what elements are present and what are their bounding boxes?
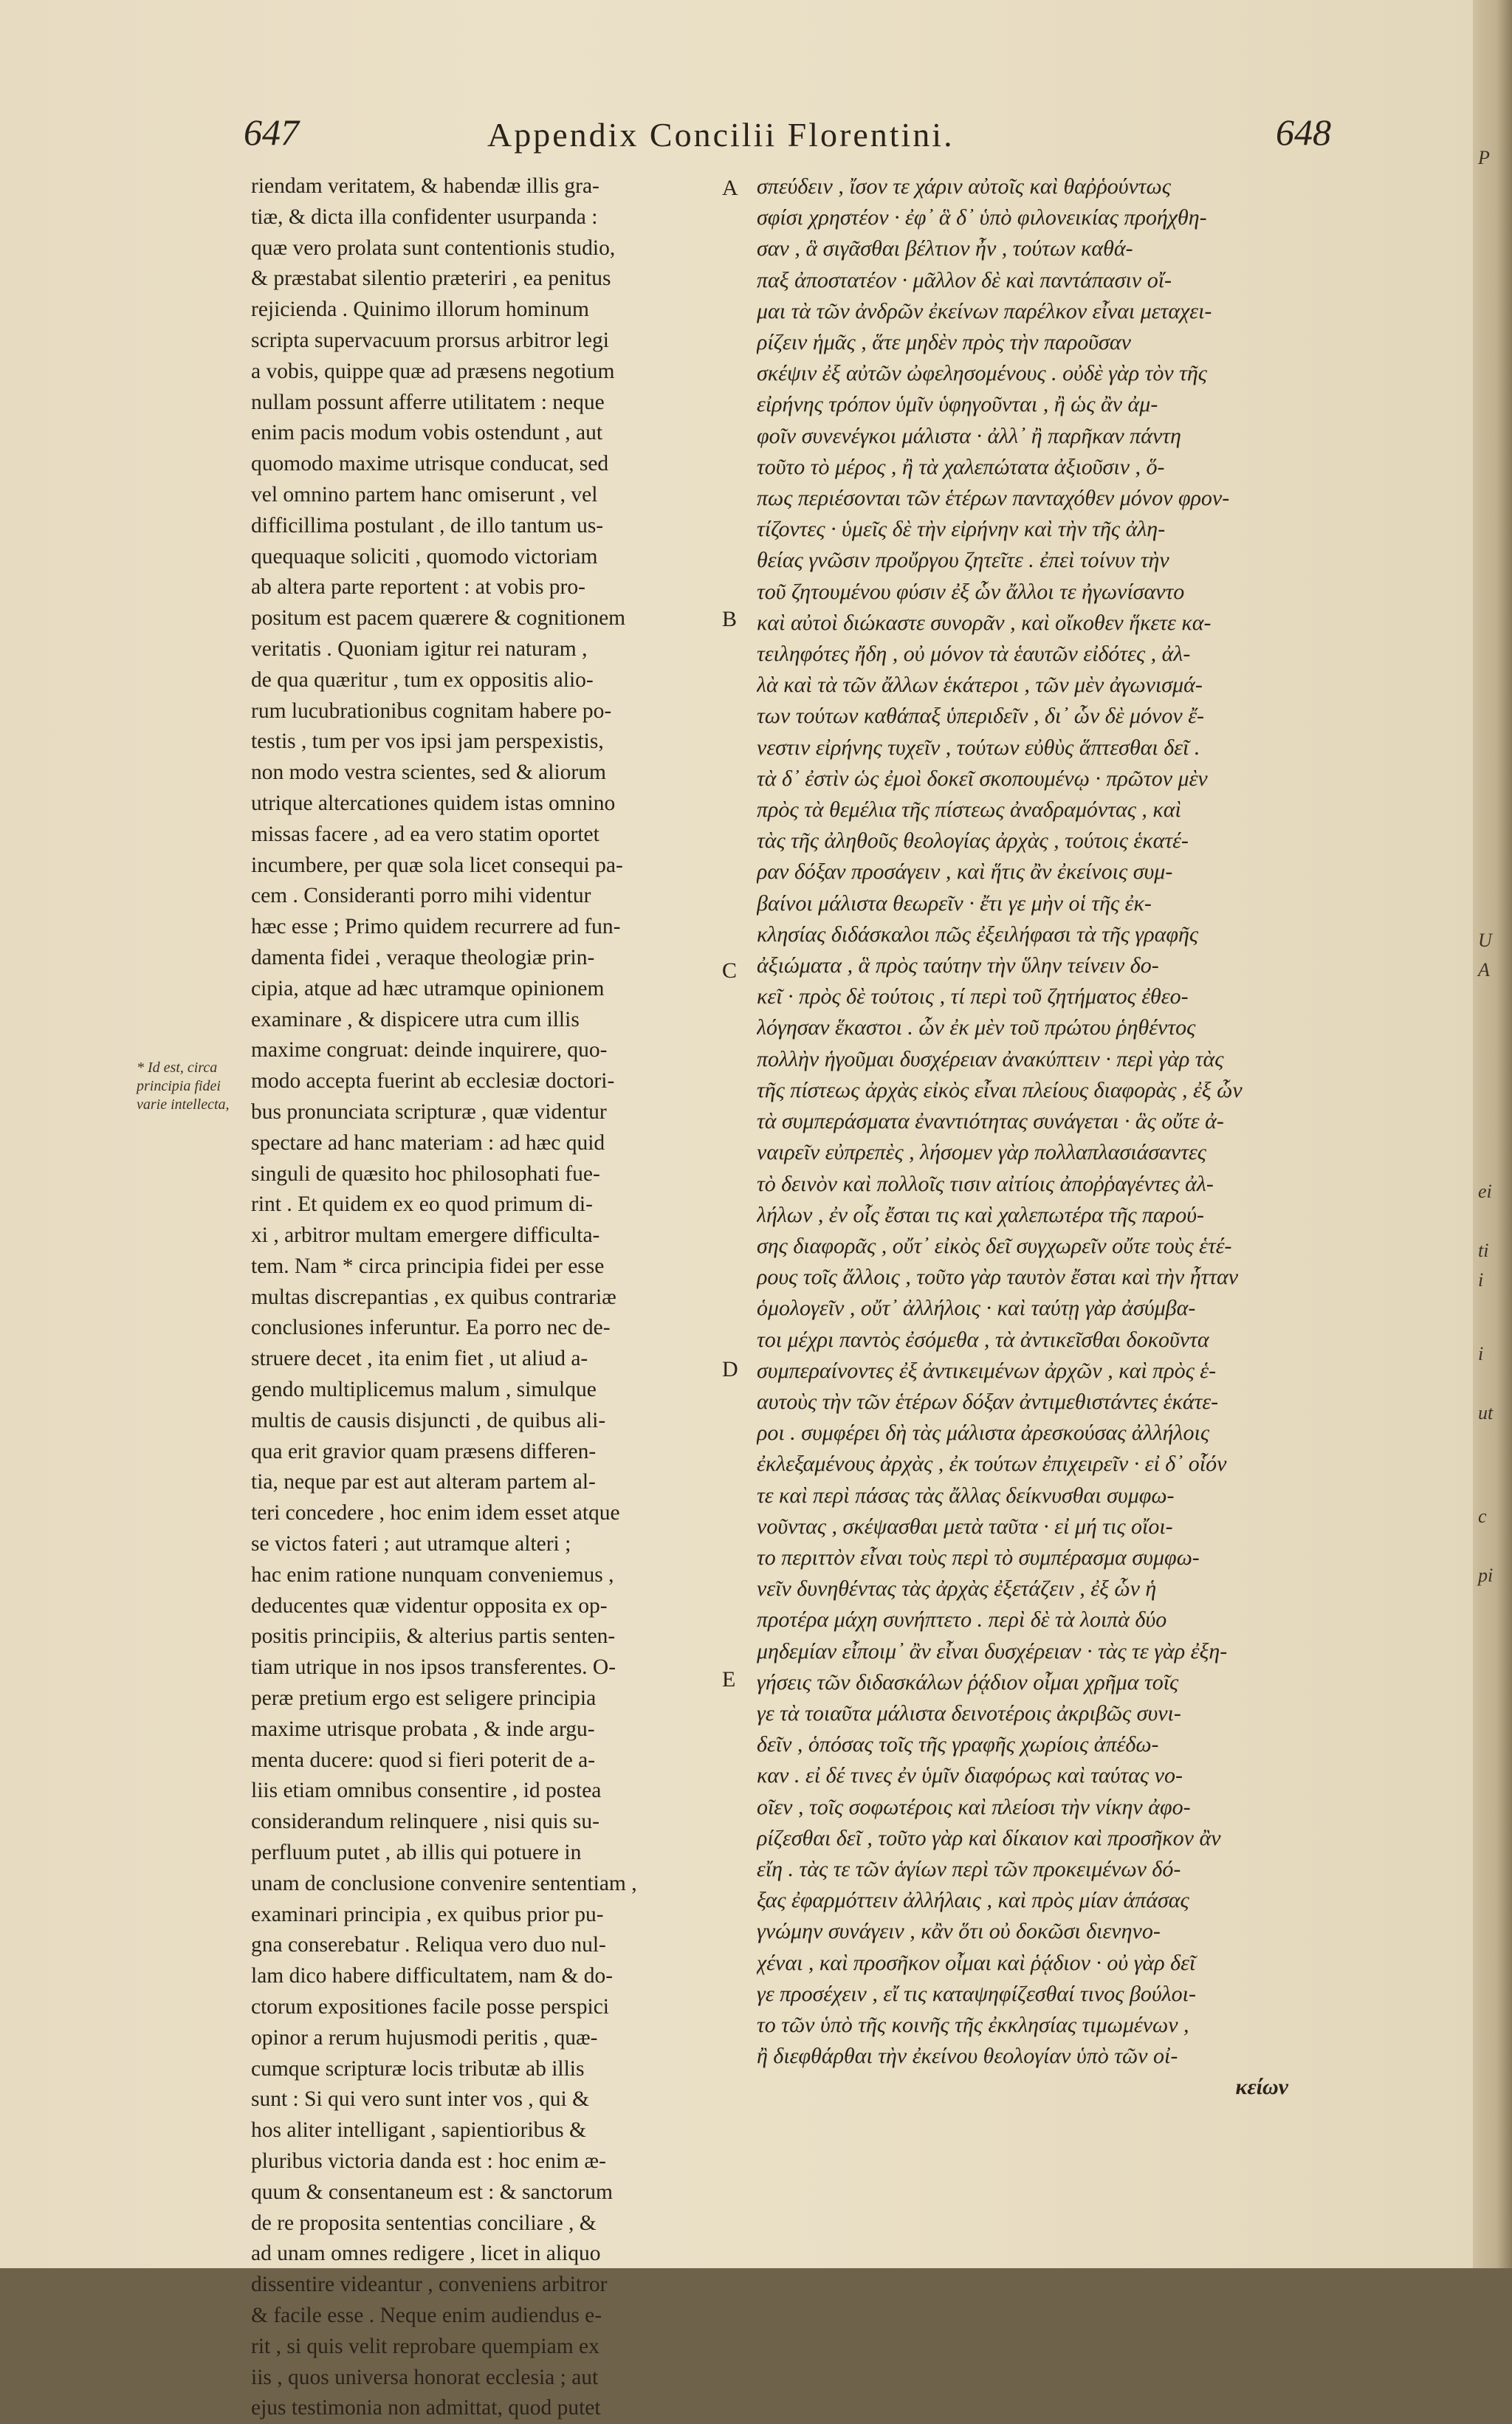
latin-line: struere decet , ita enim fiet , ut aliud a-	[251, 1347, 588, 1371]
edge-letter: A	[1478, 959, 1490, 981]
latin-line: tem. Nam * circa principia fidei per esse	[251, 1254, 605, 1278]
latin-line: quæ vero prolata sunt contentionis studio,	[251, 236, 616, 260]
edge-letter: P	[1478, 147, 1490, 168]
greek-line: σης διαφορᾶς , οὔτ᾽ εἰκὸς δεῖ συγχωρεῖν οὔτε τοὺς ἑτέ-	[757, 1233, 1232, 1258]
latin-line: rit , si quis velit reprobare quempiam ex	[251, 2334, 599, 2358]
latin-line: rejicienda . Quinimo illorum hominum	[251, 298, 589, 322]
latin-line: incumbere, per quæ sola licet consequi pa-	[251, 853, 623, 877]
latin-line: multas discrepantias , ex quibus contrariæ	[251, 1285, 616, 1309]
greek-line: τοῦ ζητουμένου φύσιν ἐξ ὧν ἄλλοι τε ἠγωνίσαντο	[757, 579, 1185, 604]
latin-line: liis etiam omnibus consentire , id postea	[251, 1779, 602, 1803]
latin-line: hæc esse ; Primo quidem recurrere ad fun-	[251, 915, 621, 939]
latin-line: singuli de quæsito hoc philosophati fue-	[251, 1161, 600, 1186]
greek-line: γε τὰ τοιαῦτα μάλιστα δεινοτέροις ἀκριβῶς συνι-	[757, 1700, 1181, 1726]
latin-line: positis principiis, & alterius partis senten-	[251, 1624, 616, 1649]
section-letter-e: E	[722, 1667, 736, 1692]
latin-line: lam dico habere difficultatem, nam & do-	[251, 1964, 614, 1988]
greek-line: καν . εἰ δέ τινες ἐν ὑμῖν διαφόρως καὶ ταύτας νο-	[757, 1763, 1183, 1788]
greek-line: ρους τοῖς ἄλλοις , τοῦτο γὰρ ταυτὸν ἔσται καὶ τὴν ἧτταν	[757, 1265, 1239, 1290]
greek-line: καὶ αὐτοὶ διώκαστε συνορᾶν , καὶ οἴκοθεν ἥκετε κα-	[757, 610, 1212, 635]
greek-line: τοῦτο τὸ μέρος , ἢ τὰ χαλεπώτατα ἀξιοῦσιν , ὅ-	[757, 454, 1165, 479]
latin-line: utrique altercationes quidem istas omnino	[251, 791, 616, 815]
greek-line: νεῖν δυνηθέντας τὰς ἀρχὰς ἐξετάζειν , ἐξ ὧν ἡ	[757, 1576, 1157, 1601]
greek-line: λὰ καὶ τὰ τῶν ἄλλων ἑκάτεροι , τῶν μὲν ἀγωνισμά-	[757, 673, 1203, 698]
greek-line: βαίνοι μάλιστα θεωρεῖν · ἔτι γε μὴν οἱ τῆς ἐκ-	[757, 890, 1152, 916]
greek-line: ναιρεῖν εὐπρεπὲς , λήσομεν γὰρ πολλαπλασιάσαντες	[757, 1140, 1206, 1165]
greek-line: νοῦντας , σκέψασθαι μετὰ ταῦτα · εἰ μή τις οἴοι-	[757, 1514, 1173, 1539]
greek-line: αυτοὺς τὴν τῶν ἑτέρων δόξαν ἀντιμεθιστάντες ἑκάτε-	[757, 1389, 1219, 1414]
latin-line: maxime utrisque probata , & inde argu-	[251, 1717, 595, 1741]
latin-line: tiæ, & dicta illa confidenter usurpanda :	[251, 205, 598, 229]
edge-letter: i	[1478, 1269, 1484, 1291]
greek-line: ἀξιώματα , ἃ πρὸς ταύτην τὴν ὕλην τείνειν δο-	[757, 953, 1159, 978]
latin-line: gna conserebatur . Reliqua vero duo nul-	[251, 1933, 606, 1957]
latin-line: hac enim ratione nunquam conveniemus ,	[251, 1562, 614, 1587]
greek-line: σκέψιν ἐξ αὐτῶν ὠφελησομένους . οὐδὲ γὰρ τὸν τῆς	[757, 361, 1207, 386]
greek-line: νεστιν εἰρήνης τυχεῖν , τούτων εὐθὺς ἅπτεσθαι δεῖ .	[757, 735, 1200, 760]
edge-letter: ut	[1478, 1402, 1494, 1424]
greek-line: μηδεμίαν εἶποιμ᾽ ἂν εἶναι δυσχέρειαν · τὰς τε γὰρ ἐξη-	[757, 1638, 1228, 1664]
left-page-number: 647	[244, 111, 299, 153]
greek-line: ραν δόξαν προσάγειν , καὶ ἥτις ἂν ἐκείνοις συμ-	[757, 859, 1173, 885]
latin-line: spectare ad hanc materiam : ad hæc quid	[251, 1130, 605, 1155]
edge-letter: ti	[1478, 1240, 1489, 1261]
latin-line: menta ducere: quod si fieri poterit de a-	[251, 1748, 596, 1772]
latin-line: qua erit gravior quam præsens differen-	[251, 1439, 597, 1463]
latin-line: damenta fidei , veraque theologiæ prin-	[251, 945, 595, 969]
greek-line: σπεύδειν , ἴσον τε χάριν αὐτοῖς καὶ θαῤῥούντως	[757, 174, 1171, 199]
greek-line: ρίζειν ἡμᾶς , ἅτε μηδὲν πρὸς τὴν παροῦσαν	[757, 330, 1131, 355]
latin-line: enim pacis modum vobis ostendunt , aut	[251, 421, 603, 445]
greek-line: συμπεραίνοντες ἐξ ἀντικειμένων ἀρχῶν , καὶ πρὸς ἑ-	[757, 1358, 1217, 1383]
section-letter-c: C	[722, 958, 738, 983]
latin-line: teri concedere , hoc enim idem esset atque	[251, 1501, 620, 1525]
latin-line: iis , quos universa honorat ecclesia ; aut	[251, 2365, 599, 2389]
latin-line: xi , arbitror multam emergere difficulta-	[251, 1223, 600, 1248]
greek-line: πολλὴν ἡγοῦμαι δυσχέρειαν ἀνακύπτειν · περὶ γὰρ τὰς	[757, 1046, 1224, 1071]
greek-line: των τούτων καθάπαξ ὑπεριδεῖν , δι᾽ ὧν δὲ μόνον ἔ-	[757, 704, 1205, 729]
latin-line: opinor a rerum hujusmodi peritis , quæ-	[251, 2025, 598, 2050]
greek-line: εἰρήνης τρόπον ὑμῖν ὑφηγοῦνται , ἢ ὡς ἂν ἀμ-	[757, 392, 1158, 417]
greek-line: το περιττὸν εἶναι τοὺς περὶ τὸ συμπέρασμα συμφω-	[757, 1545, 1200, 1570]
latin-line: bus pronunciata scripturæ , quæ videntur	[251, 1099, 607, 1124]
latin-line: quomodo maxime utrisque conducat, sed	[251, 452, 609, 476]
greek-line: ὁμολογεῖν , οὔτ᾽ ἀλλήλοις · καὶ ταύτῃ γὰρ ἀσύμβα-	[757, 1296, 1196, 1321]
edge-letter: i	[1478, 1343, 1484, 1364]
latin-line: tia, neque par est aut alteram partem al-	[251, 1470, 596, 1494]
latin-line: unam de conclusione convenire sententiam ,	[251, 1871, 637, 1895]
latin-line: perfluum putet , ab illis qui potuere in	[251, 1841, 582, 1865]
latin-line: gendo multiplicemus malum , simulque	[251, 1378, 597, 1402]
latin-line: a vobis, quippe quæ ad præsens negotium	[251, 359, 615, 383]
next-page-edge-text	[1478, 0, 1511, 2268]
greek-line: το τῶν ὑπὸ τῆς κοινῆς τῆς ἐκκλησίας τιμωμένων ,	[757, 2012, 1189, 2037]
latin-line: & facile esse . Neque enim audiendus e-	[251, 2303, 602, 2327]
greek-line: οῖεν , τοῖς σοφωτέροις καὶ πλείοσι τὴν νίκην ἀφο-	[757, 1794, 1191, 1819]
latin-line: peræ pretium ergo est seligere principia	[251, 1686, 597, 1711]
latin-line: modo accepta fuerint ab ecclesiæ doctori-	[251, 1069, 615, 1093]
latin-line: cem . Consideranti porro mihi videntur	[251, 884, 591, 908]
edge-letter: c	[1478, 1505, 1487, 1527]
page-header	[0, 111, 1473, 162]
latin-line: vel omnino partem hanc omiserunt , vel	[251, 482, 598, 507]
latin-line: difficillima postulant , de illo tantum us-	[251, 513, 604, 538]
latin-line: nullam possunt afferre utilitatem : neque	[251, 390, 605, 414]
latin-line: deducentes quæ videntur opposita ex op-	[251, 1593, 608, 1618]
greek-line: λήλων , ἐν οἷς ἔσται τις καὶ χαλεπωτέρα τῆς παρού-	[757, 1202, 1204, 1227]
greek-line: τὰς τῆς ἀληθοῦς θεολογίας ἀρχὰς , τούτοις ἑκατέ-	[757, 828, 1189, 854]
latin-line: dissentire videantur , conveniens arbitror	[251, 2273, 608, 2297]
latin-line: & præstabat silentio præteriri , ea penitus	[251, 267, 611, 291]
greek-line: τὸ δεινὸν καὶ πολλοῖς τισιν αἰτίοις ἀποῤῥαγέντες ἀλ-	[757, 1171, 1214, 1196]
latin-line: cipia, atque ad hæc utramque opinionem	[251, 976, 605, 1000]
latin-line: ab altera parte reportent : at vobis pro-	[251, 575, 585, 600]
greek-line: γε προσέχειν , εἴ τις καταψηφίζεσθαί τινος βούλοι-	[757, 1981, 1197, 2006]
latin-line: de re proposita sententias conciliare , &	[251, 2211, 597, 2235]
latin-line: examinari principia , ex quibus prior pu-	[251, 1902, 604, 1926]
section-letter-a: A	[722, 176, 738, 200]
latin-line: rint . Et quidem ex eo quod primum di-	[251, 1192, 593, 1217]
greek-line: τίζοντες · ὑμεῖς δὲ τὴν εἰρήνην καὶ τὴν τῆς ἀλη-	[757, 517, 1166, 542]
greek-line: χέναι , καὶ προσῆκον οἶμαι καὶ ῥᾴδιον · οὐ γὰρ δεῖ	[757, 1950, 1196, 1975]
greek-line: προτέρα μάχη συνήπτετο . περὶ δὲ τὰ λοιπὰ δύο	[757, 1607, 1167, 1632]
edge-letter: U	[1478, 930, 1492, 951]
latin-line: missas facere , ad ea vero statim oportet	[251, 822, 599, 846]
greek-line: ξας ἐφαρμόττειν ἀλλήλαις , καὶ πρὸς μίαν ἁπάσας	[757, 1888, 1189, 1913]
greek-line: πρὸς τὰ θεμέλια τῆς πίστεως ἀναδραμόντας , καὶ	[757, 797, 1181, 823]
greek-line: φοῖν συνενέγκοι μάλιστα · ἀλλ᾽ ἢ παρῆκαν πάντη	[757, 423, 1181, 448]
latin-line: quequaque soliciti , quomodo victoriam	[251, 544, 598, 569]
greek-line: παξ ἀποστατέον · μᾶλλον δὲ καὶ παντάπασιν οἴ-	[757, 267, 1172, 292]
edge-letter: ei	[1478, 1181, 1492, 1202]
latin-line: testis , tum per vos ipsi jam perspexistis,	[251, 729, 604, 754]
latin-line: de qua quæritur , tum ex oppositis alio-	[251, 667, 594, 692]
greek-line: σφίσι χρηστέον · ἐφ᾽ ἃ δ᾽ ὑπὸ φιλονεικίας προήχθη-	[757, 205, 1207, 230]
latin-column	[251, 171, 712, 2424]
greek-column	[757, 171, 1436, 2104]
latin-line: conclusiones inferuntur. Ea porro nec de-	[251, 1316, 611, 1340]
latin-line: considerandum relinquere , nisi quis su-	[251, 1810, 599, 1834]
latin-line: ad unam omnes redigere , licet in aliquo	[251, 2242, 601, 2266]
right-page-number: 648	[1276, 111, 1331, 153]
greek-line: τειληφότες ἤδη , οὐ μόνον τὰ ἑαυτῶν εἰδότες , ἀλ-	[757, 642, 1191, 667]
greek-line: λόγησαν ἕκαστοι . ὧν ἐκ μὲν τοῦ πρώτου ῥηθέντος	[757, 1015, 1196, 1040]
latin-line: multis de causis disjuncti , de quibus ali-	[251, 1408, 606, 1432]
greek-line: τῆς πίστεως ἀρχὰς εἰκὸς εἶναι πλείους διαφορὰς , ἐξ ὧν	[757, 1077, 1243, 1102]
greek-line: τοι μέχρι παντὸς ἐσόμεθα , τὰ ἀντικεῖσθαι δοκοῦντα	[757, 1327, 1209, 1352]
greek-line: κλησίας διδάσκαλοι πῶς ἐξειλήφασι τὰ τῆς γραφῆς	[757, 921, 1199, 947]
greek-line: ροι . συμφέρει δὴ τὰς μάλιστα ἀρεσκούσας ἀλλήλοις	[757, 1421, 1209, 1446]
latin-line: veritatis . Quoniam igitur rei naturam ,	[251, 636, 588, 661]
greek-line: θείας γνῶσιν προὔργου ζητεῖτε . ἐπεὶ τοίνυν τὴν	[757, 548, 1169, 573]
greek-line: ρίζεσθαι δεῖ , τοῦτο γὰρ καὶ δίκαιον καὶ προσῆκον ἂν	[757, 1825, 1221, 1850]
latin-line: maxime congruat: deinde inquirere, quo-	[251, 1038, 608, 1062]
greek-line: τὰ συμπεράσματα ἐναντιότητας συνάγεται · ἃς οὔτε ἀ-	[757, 1109, 1224, 1134]
edge-letter: pi	[1478, 1565, 1494, 1586]
latin-line: rum lucubrationibus cognitam habere po-	[251, 698, 612, 723]
margin-note: * Id est, circa principia fidei varie intellecta,	[137, 1060, 230, 1113]
section-letter-d: D	[722, 1357, 738, 1381]
greek-line: ἢ διεφθάρθαι τὴν ἐκείνου θεολογίαν ὑπὸ τῶν οἰ-	[757, 2044, 1178, 2069]
latin-line: cumque scripturæ locis tributæ ab illis	[251, 2056, 585, 2081]
latin-line: pluribus victoria danda est : hoc enim æ-	[251, 2149, 606, 2173]
latin-line: tiam utrique in nos ipsos transferentes. O-	[251, 1655, 616, 1680]
greek-line: πως περιέσονται τῶν ἑτέρων πανταχόθεν μόνον φρον-	[757, 486, 1230, 511]
latin-line: positum est pacem quærere & cognitionem	[251, 606, 626, 631]
latin-line: ctorum expositiones facile posse perspici	[251, 1995, 609, 2019]
catchword: κείων	[1235, 2075, 1288, 2100]
greek-line: κεῖ · πρὸς δὲ τούτοις , τί περὶ τοῦ ζητήματος ἐθεο-	[757, 984, 1189, 1009]
latin-line: non modo vestra scientes, sed & aliorum	[251, 760, 606, 785]
greek-line: γνώμην συνάγειν , κἂν ὅτι οὐ δοκῶσι διενηνο-	[757, 1919, 1161, 1944]
greek-line: σαν , ἃ σιγᾶσθαι βέλτιον ἦν , τούτων καθά-	[757, 236, 1133, 261]
latin-line: examinare , & dispicere utra cum illis	[251, 1007, 580, 1031]
latin-line: ejus testimonia non admittat, quod putet	[251, 2396, 601, 2420]
latin-line: riendam veritatem, & habendæ illis gra-	[251, 174, 599, 198]
greek-line: τε καὶ περὶ πάσας τὰς ἄλλας δείκνυσθαι συμφω-	[757, 1483, 1175, 1508]
greek-line: τὰ δ᾽ ἐστὶν ὡς ἐμοὶ δοκεῖ σκοπουμένῳ · πρῶτον μὲν	[757, 766, 1208, 791]
running-title: Appendix Concilii Florentini.	[487, 116, 955, 154]
section-letter-b: B	[722, 607, 738, 631]
latin-line: hos aliter intelligant , sapientioribus &	[251, 2118, 586, 2143]
greek-line: γήσεις τῶν διδασκάλων ῥᾴδιον οἶμαι χρῆμα τοῖς	[757, 1669, 1179, 1695]
greek-line: μαι τὰ τῶν ἀνδρῶν ἐκείνων παρέλκον εἶναι μεταχει-	[757, 298, 1212, 323]
greek-line: εἴη . τὰς τε τῶν ἁγίων περὶ τῶν προκειμένων δό-	[757, 1856, 1181, 1881]
latin-line: scripta supervacuum prorsus arbitror legi	[251, 328, 609, 352]
latin-line: se victos fateri ; aut utramque alteri ;	[251, 1532, 571, 1556]
greek-line: ἐκλεξαμένους ἀρχὰς , ἐκ τούτων ἐπιχειρεῖν · εἰ δ᾽ οἷόν	[757, 1452, 1227, 1477]
latin-line: sunt : Si qui vero sunt inter vos , qui &	[251, 2087, 590, 2112]
greek-line: δεῖν , ὁπόσας τοῖς τῆς γραφῆς χωρίοις ἀπέδω-	[757, 1732, 1159, 1757]
latin-line: quum & consentaneum est : & sanctorum	[251, 2180, 613, 2204]
